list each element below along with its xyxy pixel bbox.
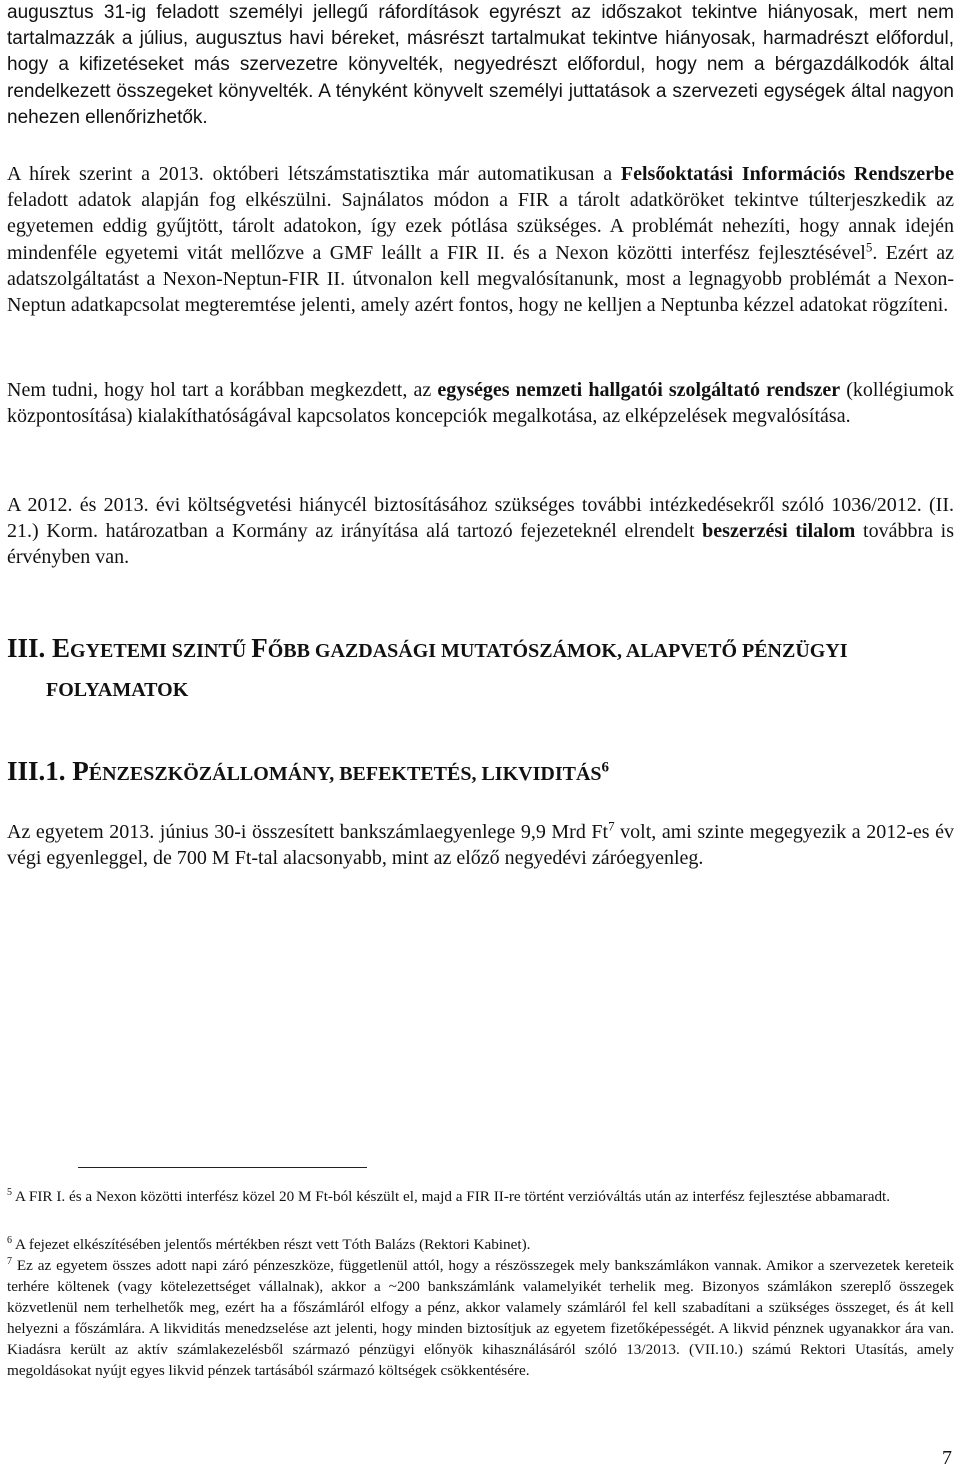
text-run: volt, ami szinte megegyezik a 2012-es év végi egyenleggel, de 700 M Ft-tal alacsonyabb, mint az előző negyedévi záróegyenleg. xyxy=(7,821,954,870)
heading-text: FOLYAMATOK xyxy=(46,679,189,701)
paragraph-student-service-system xyxy=(7,377,954,429)
section-heading-iii xyxy=(7,629,848,709)
footnote-7 xyxy=(7,1255,954,1381)
bold-term-student-system: egységes nemzeti hallgatói szolgáltató rendszer xyxy=(437,379,841,401)
footnote-number: 7 xyxy=(7,1255,12,1267)
heading-number: III.1. P xyxy=(7,756,89,786)
footnote-ref-7[interactable]: 7 xyxy=(608,818,615,834)
bold-term-procurement-ban: beszerzési tilalom xyxy=(702,520,856,543)
footnote-5 xyxy=(7,1186,954,1207)
text-run: . Ezért az adatszolgáltatást a Nexon-Neptun-FIR II. útvonalon kell megvalósítanunk, most a legnagyobb problémát a Nexon-Neptun adatkapcsolat megteremtése jelenti, amely azért fontos, hogy ne kelljen a Neptunba kézzel adatokat rögzíteni. xyxy=(7,241,954,317)
text-run: (kollégiumok központosítása) kialakíthatóságával kapcsolatos koncepciók megalkotása, az elképzelések megvalósítása. xyxy=(7,379,955,428)
footnote-text: A fejezet elkészítésében jelentős mértékben részt vett Tóth Balázs (Rektori Kabinet). xyxy=(12,1236,531,1253)
page-number: 7 xyxy=(942,1447,952,1469)
bold-term-fir: Felsőoktatási Információs Rendszerbe xyxy=(620,163,954,185)
heading-text: GYETEMI SZINTŰ xyxy=(70,640,252,662)
text-run: A hírek szerint a 2013. októberi létszámstatisztika már automatikusan a xyxy=(7,163,621,185)
text-run: A 2012. és 2013. évi költségvetési hiánycél biztosításához szükséges további intézkedésekről szóló 1036/2012. (II. 21.) Korm. határozatban a Kormány az irányítása alá tartozó fejezeteknél elrendelt xyxy=(7,494,954,543)
heading-number: III. E xyxy=(7,633,71,663)
paragraph-bank-balance xyxy=(7,819,954,871)
paragraph-procurement-ban xyxy=(7,492,954,571)
heading-line-2 xyxy=(7,670,848,709)
footnote-ref-5[interactable]: 5 xyxy=(865,238,873,254)
heading-line-1 xyxy=(7,629,848,670)
paragraph-personnel-costs: augusztus 31-ig feladott személyi jellegű ráfordítások egyrészt az időszakot tekintve hiányosak, mert nem tartalmazzák a július, augusztus havi béreket, másrészt tartalmukat tekintve hiányosak, harmadrészt előfordul, hogy a kifizetéseket más szervezetre könyvelték, negyedrészt előfordul, hogy nem a bérgazdálkodók által rendelkezett összegeket könyvelték. A tényként könyvelt személyi juttatások a szervezeti egységek által nagyon nehezen ellenőrizhetők. xyxy=(7,2,954,128)
text-run: feladott adatok alapján fog elkészülni. Sajnálatos módon a FIR a tárolt adatköröket tekintve túlterjeszkedik az egyetemen eddig gyűjtött, tárolt adatokon, így ezek pótlása szükséges. A problémát nehezíti, hogy annak idején mindenféle egyetemi vitát mellőzve a GMF leállt a FIR II. és a Nexon közötti interfész fejlesztésével xyxy=(7,189,954,264)
footnote-text: Ez az egyetem összes adott napi záró pénzeszköze, függetlenül attól, hogy a részösszegek mely bankszámlákon vannak. Amikor a szervezetek kereteik terhére költenek (vagy kötelezettséget vállalnak), akkor a ~200 bankszámlánk valamelyikét terhelik meg. Bizonyos számlákon szereplő összegek közvetlenül nem terhelhetők meg, ezért ha a főszámláról elfogy a pénz, akkor valamely számláról fel kell szabadítani a szükséges összeget, és át kell helyezni a főszámlára. A likviditás menedzselése azt jelenti, hogy minden biztosítjuk az egyetem fizetőképességét. A likvid pénznek ugyanakkor ára van. Kiadásra került az aktív számlakezelésből származó pénzügyi előnyök kihasználásáról szóló 13/2013. (VII.10.) számú Rektori Utasítás, amely megoldásokat nyújt egyes likvid pénzek tartásából származó költségek csökkentésére. xyxy=(7,1257,954,1379)
heading-text: ŐBB GAZDASÁGI MUTATÓSZÁMOK, ALAPVETŐ PÉNZÜGYI xyxy=(267,640,848,662)
footnote-6 xyxy=(7,1234,954,1255)
paragraph-fir-statistics xyxy=(7,161,954,318)
footnote-number: 6 xyxy=(7,1234,12,1246)
text-run: Nem tudni, hogy hol tart a korábban megkezdett, az xyxy=(7,379,438,401)
heading-text: F xyxy=(251,633,268,663)
text-run: továbbra is érvényben van. xyxy=(7,520,954,569)
footnote-separator xyxy=(78,1167,367,1168)
footnote-ref-6[interactable]: 6 xyxy=(601,759,610,776)
section-heading-iii-1 xyxy=(7,752,609,793)
footnote-number: 5 xyxy=(7,1186,12,1198)
footnote-text: A FIR I. és a Nexon közötti interfész közel 20 M Ft-ból készült el, majd a FIR II-re történt verzióváltás után az interfész fejlesztése abbamaradt. xyxy=(12,1188,891,1205)
heading-text: ÉNZESZKÖZÁLLOMÁNY, BEFEKTETÉS, LIKVIDITÁS xyxy=(88,763,602,785)
text-run: Az egyetem 2013. június 30-i összesített bankszámlaegyenlege 9,9 Mrd Ft xyxy=(7,821,609,843)
